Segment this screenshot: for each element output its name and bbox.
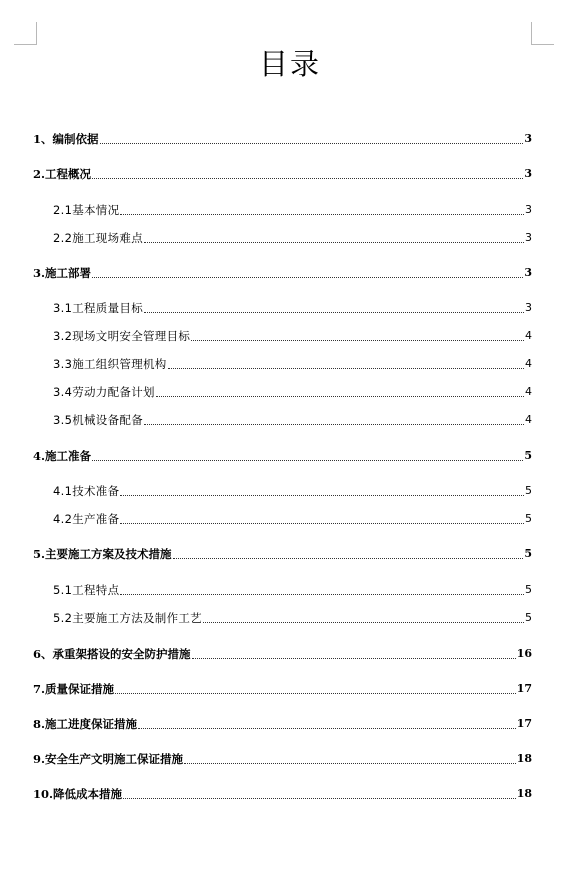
toc-entry[interactable] <box>0 327 580 343</box>
toc-entry-label: 2.1基本情况 <box>53 203 120 217</box>
toc-leader-dots <box>192 657 516 659</box>
toc-entry-page: 18 <box>516 752 532 765</box>
toc-entry[interactable] <box>0 645 580 661</box>
toc-entry-label: 2.工程概况 <box>33 167 92 181</box>
toc-entry-page: 3 <box>525 301 532 314</box>
toc-entry-page: 3 <box>525 231 532 244</box>
toc-leader-dots <box>92 177 523 179</box>
toc-entry[interactable] <box>0 299 580 315</box>
toc-entry[interactable] <box>0 545 580 561</box>
toc-entry-page: 5 <box>525 583 532 596</box>
toc-entry-label: 3.2现场文明安全管理目标 <box>53 329 191 343</box>
toc-entry-page: 3 <box>525 203 532 216</box>
toc-leader-dots <box>144 311 524 313</box>
toc-entry-label: 3.4劳动力配备计划 <box>53 385 155 399</box>
toc-leader-dots <box>92 276 523 278</box>
toc-entry[interactable] <box>0 482 580 498</box>
toc-entry[interactable] <box>0 609 580 625</box>
toc-leader-dots <box>168 367 524 369</box>
toc-entry-label: 4.1技术准备 <box>53 484 120 498</box>
toc-leader-dots <box>120 593 524 595</box>
toc-entry[interactable] <box>0 201 580 217</box>
toc-entry-page: 5 <box>525 611 532 624</box>
toc-entry-label: 6、承重架搭设的安全防护措施 <box>33 647 191 661</box>
toc-leader-dots <box>203 621 524 623</box>
toc-entry[interactable] <box>0 447 580 463</box>
toc-leader-dots <box>156 395 524 397</box>
toc-entry-page: 4 <box>525 329 532 342</box>
toc-entry-page: 3 <box>524 132 532 145</box>
toc-entry-label: 10.降低成本措施 <box>33 787 123 801</box>
toc-entry-page: 17 <box>516 682 532 695</box>
toc-leader-dots <box>123 797 516 799</box>
toc-leader-dots <box>100 142 524 144</box>
toc-leader-dots <box>138 727 516 729</box>
toc-entry[interactable] <box>0 750 580 766</box>
toc-entry-label: 3.施工部署 <box>33 266 92 280</box>
toc-leader-dots <box>144 241 524 243</box>
toc-leader-dots <box>115 692 516 694</box>
toc-leader-dots <box>184 762 516 764</box>
toc-entry-page: 5 <box>525 484 532 497</box>
toc-entry-label: 5.2主要施工方法及制作工艺 <box>53 611 202 625</box>
toc-entry-page: 5 <box>525 512 532 525</box>
toc-entry-label: 4.施工准备 <box>33 449 92 463</box>
toc-entry-label: 3.3施工组织管理机构 <box>53 357 167 371</box>
toc-leader-dots <box>120 213 524 215</box>
toc-entry[interactable] <box>0 355 580 371</box>
toc-entry-page: 4 <box>525 385 532 398</box>
toc-entry-label: 3.5机械设备配备 <box>53 413 143 427</box>
toc-entry-label: 2.2施工现场难点 <box>53 231 143 245</box>
toc-entry[interactable] <box>0 411 580 427</box>
toc-entry-page: 18 <box>516 787 532 800</box>
toc-entry-page: 3 <box>524 266 532 279</box>
toc-leader-dots <box>120 522 524 524</box>
toc-entry-page: 5 <box>524 449 532 462</box>
toc-entry-page: 4 <box>525 357 532 370</box>
toc-entry-label: 7.质量保证措施 <box>33 682 115 696</box>
toc-entry[interactable] <box>0 130 580 146</box>
toc-entry[interactable] <box>0 581 580 597</box>
toc-entry[interactable] <box>0 165 580 181</box>
toc-entry-label: 4.2生产准备 <box>53 512 120 526</box>
toc-entry-label: 9.安全生产文明施工保证措施 <box>33 752 184 766</box>
toc-entry-page: 17 <box>516 717 532 730</box>
toc-entry-page: 4 <box>525 413 532 426</box>
toc-leader-dots <box>144 423 524 425</box>
toc-entry[interactable] <box>0 383 580 399</box>
toc-leader-dots <box>173 557 524 559</box>
toc-entry[interactable] <box>0 785 580 801</box>
toc-entry[interactable] <box>0 229 580 245</box>
toc-entry-label: 8.施工进度保证措施 <box>33 717 138 731</box>
toc-entry[interactable] <box>0 510 580 526</box>
toc-entry-page: 5 <box>524 547 532 560</box>
toc-entry[interactable] <box>0 264 580 280</box>
toc-entry-label: 5.1工程特点 <box>53 583 120 597</box>
toc-entry-page: 16 <box>516 647 532 660</box>
toc-entry-label: 3.1工程质量目标 <box>53 301 143 315</box>
toc-entry[interactable] <box>0 715 580 731</box>
toc-entry-label: 5.主要施工方案及技术措施 <box>33 547 172 561</box>
toc-leader-dots <box>92 459 523 461</box>
toc-leader-dots <box>191 339 524 341</box>
toc-entry-label: 1、编制依据 <box>33 132 99 146</box>
document-title: 目录 <box>258 47 321 81</box>
toc-entry-page: 3 <box>524 167 532 180</box>
toc-leader-dots <box>120 494 524 496</box>
toc-entry[interactable] <box>0 680 580 696</box>
